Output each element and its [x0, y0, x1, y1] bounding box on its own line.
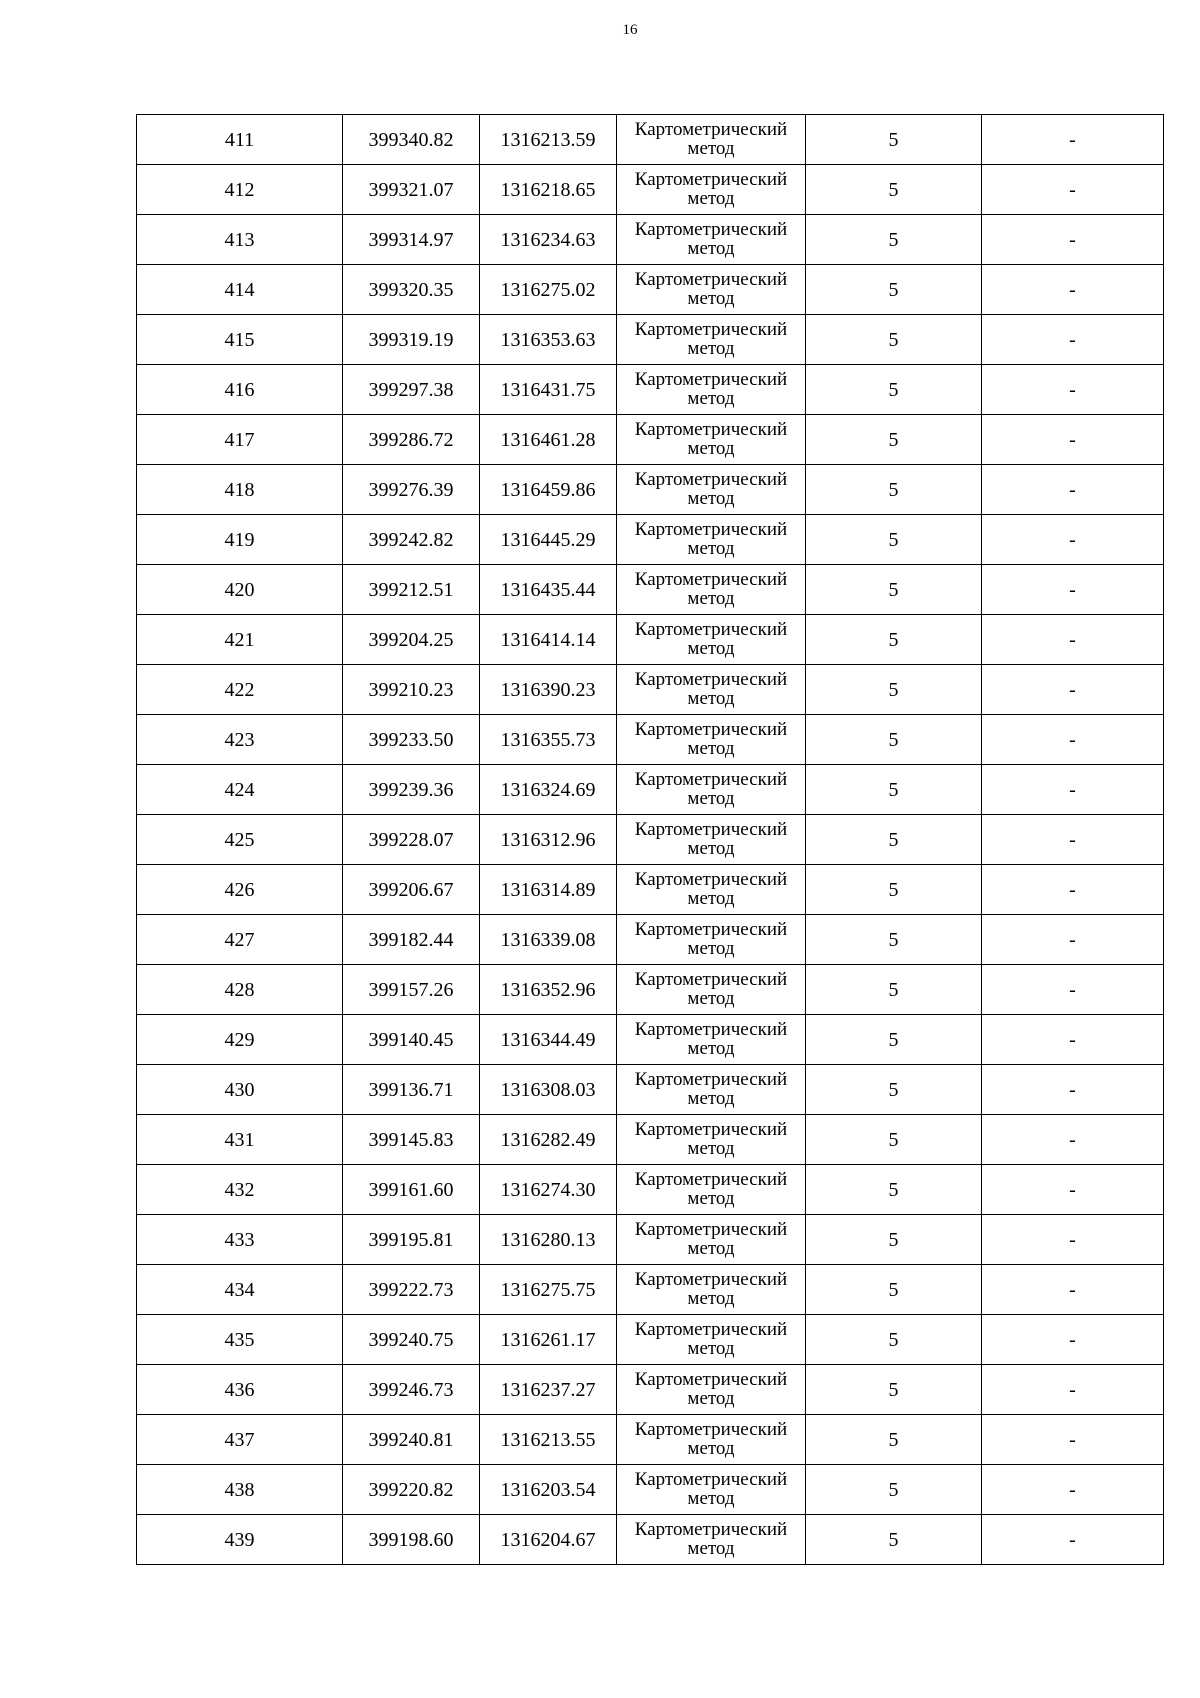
method-cell — [617, 515, 806, 565]
point-number-cell: 436 — [137, 1365, 343, 1415]
note-cell: - — [982, 1015, 1164, 1065]
x-coordinate-cell: 399340.82 — [343, 115, 480, 165]
method-cell — [617, 865, 806, 915]
x-coordinate-cell: 399212.51 — [343, 565, 480, 615]
x-coordinate-cell: 399233.50 — [343, 715, 480, 765]
point-number-cell: 424 — [137, 765, 343, 815]
point-number-cell: 411 — [137, 115, 343, 165]
note-cell: - — [982, 115, 1164, 165]
method-line-1: Картометрический — [634, 818, 788, 840]
method-line-1: Картометрический — [634, 1268, 788, 1290]
method-line-1: Картометрический — [634, 168, 788, 190]
method-line-1: Картометрический — [634, 518, 788, 540]
point-number-cell: 414 — [137, 265, 343, 315]
accuracy-cell: 5 — [806, 615, 982, 665]
method-line-1: Картометрический — [634, 718, 788, 740]
method-cell — [617, 415, 806, 465]
note-cell: - — [982, 265, 1164, 315]
method-line-2: метод — [687, 1337, 735, 1359]
table-row — [137, 1165, 1164, 1215]
method-cell — [617, 1265, 806, 1315]
x-coordinate-cell: 399157.26 — [343, 965, 480, 1015]
method-cell — [617, 1115, 806, 1165]
method-cell — [617, 1365, 806, 1415]
point-number-cell: 421 — [137, 615, 343, 665]
x-coordinate-cell: 399204.25 — [343, 615, 480, 665]
table-row — [137, 315, 1164, 365]
method-cell — [617, 315, 806, 365]
point-number-cell: 418 — [137, 465, 343, 515]
note-cell: - — [982, 415, 1164, 465]
y-coordinate-cell: 1316390.23 — [480, 665, 617, 715]
point-number-cell: 431 — [137, 1115, 343, 1165]
method-line-2: метод — [687, 587, 735, 609]
table-row — [137, 565, 1164, 615]
point-number-cell: 429 — [137, 1015, 343, 1065]
method-cell — [617, 265, 806, 315]
note-cell: - — [982, 1065, 1164, 1115]
table-row — [137, 915, 1164, 965]
method-line-2: метод — [687, 1037, 735, 1059]
note-cell: - — [982, 515, 1164, 565]
accuracy-cell: 5 — [806, 415, 982, 465]
x-coordinate-cell: 399240.81 — [343, 1415, 480, 1465]
method-cell — [617, 165, 806, 215]
method-cell — [617, 965, 806, 1015]
note-cell: - — [982, 815, 1164, 865]
note-cell: - — [982, 165, 1164, 215]
point-number-cell: 419 — [137, 515, 343, 565]
note-cell: - — [982, 215, 1164, 265]
note-cell: - — [982, 465, 1164, 515]
method-cell — [617, 1465, 806, 1515]
table-row — [137, 515, 1164, 565]
accuracy-cell: 5 — [806, 515, 982, 565]
point-number-cell: 430 — [137, 1065, 343, 1115]
y-coordinate-cell: 1316218.65 — [480, 165, 617, 215]
accuracy-cell: 5 — [806, 365, 982, 415]
method-line-2: метод — [687, 737, 735, 759]
accuracy-cell: 5 — [806, 1015, 982, 1065]
accuracy-cell: 5 — [806, 215, 982, 265]
note-cell: - — [982, 1465, 1164, 1515]
note-cell: - — [982, 1215, 1164, 1265]
accuracy-cell: 5 — [806, 1415, 982, 1465]
method-line-1: Картометрический — [634, 1468, 788, 1490]
point-number-cell: 428 — [137, 965, 343, 1015]
accuracy-cell: 5 — [806, 1365, 982, 1415]
coordinates-table-body — [137, 115, 1164, 1565]
page-number: 16 — [622, 22, 638, 38]
method-line-1: Картометрический — [634, 1018, 788, 1040]
table-row — [137, 115, 1164, 165]
method-line-2: метод — [687, 137, 735, 159]
coordinates-table — [136, 114, 1164, 1565]
x-coordinate-cell: 399182.44 — [343, 915, 480, 965]
method-cell — [617, 715, 806, 765]
x-coordinate-cell: 399220.82 — [343, 1465, 480, 1515]
method-line-1: Картометрический — [634, 1118, 788, 1140]
method-line-1: Картометрический — [634, 1218, 788, 1240]
accuracy-cell: 5 — [806, 1215, 982, 1265]
table-row — [137, 1015, 1164, 1065]
point-number-cell: 413 — [137, 215, 343, 265]
method-line-2: метод — [687, 887, 735, 909]
method-line-2: метод — [687, 1087, 735, 1109]
note-cell: - — [982, 615, 1164, 665]
method-line-2: метод — [687, 537, 735, 559]
method-line-2: метод — [687, 237, 735, 259]
x-coordinate-cell: 399242.82 — [343, 515, 480, 565]
y-coordinate-cell: 1316204.67 — [480, 1515, 617, 1565]
note-cell: - — [982, 365, 1164, 415]
point-number-cell: 423 — [137, 715, 343, 765]
y-coordinate-cell: 1316445.29 — [480, 515, 617, 565]
method-cell — [617, 1415, 806, 1465]
method-line-2: метод — [687, 1487, 735, 1509]
note-cell: - — [982, 315, 1164, 365]
y-coordinate-cell: 1316431.75 — [480, 365, 617, 415]
x-coordinate-cell: 399320.35 — [343, 265, 480, 315]
x-coordinate-cell: 399321.07 — [343, 165, 480, 215]
method-line-1: Картометрический — [634, 318, 788, 340]
point-number-cell: 417 — [137, 415, 343, 465]
accuracy-cell: 5 — [806, 1115, 982, 1165]
y-coordinate-cell: 1316308.03 — [480, 1065, 617, 1115]
x-coordinate-cell: 399297.38 — [343, 365, 480, 415]
x-coordinate-cell: 399222.73 — [343, 1265, 480, 1315]
table-row — [137, 1265, 1164, 1315]
x-coordinate-cell: 399161.60 — [343, 1165, 480, 1215]
table-row — [137, 615, 1164, 665]
method-cell — [617, 615, 806, 665]
accuracy-cell: 5 — [806, 815, 982, 865]
y-coordinate-cell: 1316203.54 — [480, 1465, 617, 1515]
y-coordinate-cell: 1316282.49 — [480, 1115, 617, 1165]
method-line-1: Картометрический — [634, 118, 788, 140]
accuracy-cell: 5 — [806, 715, 982, 765]
table-row — [137, 815, 1164, 865]
x-coordinate-cell: 399206.67 — [343, 865, 480, 915]
note-cell: - — [982, 715, 1164, 765]
accuracy-cell: 5 — [806, 315, 982, 365]
method-line-1: Картометрический — [634, 568, 788, 590]
y-coordinate-cell: 1316312.96 — [480, 815, 617, 865]
method-cell — [617, 1315, 806, 1365]
y-coordinate-cell: 1316314.89 — [480, 865, 617, 915]
accuracy-cell: 5 — [806, 965, 982, 1015]
method-line-1: Картометрический — [634, 1418, 788, 1440]
x-coordinate-cell: 399239.36 — [343, 765, 480, 815]
method-line-1: Картометрический — [634, 868, 788, 890]
table-row — [137, 365, 1164, 415]
method-line-1: Картометрический — [634, 1368, 788, 1390]
accuracy-cell: 5 — [806, 265, 982, 315]
method-cell — [617, 365, 806, 415]
table-row — [137, 765, 1164, 815]
point-number-cell: 422 — [137, 665, 343, 715]
y-coordinate-cell: 1316324.69 — [480, 765, 617, 815]
y-coordinate-cell: 1316435.44 — [480, 565, 617, 615]
x-coordinate-cell: 399210.23 — [343, 665, 480, 715]
point-number-cell: 437 — [137, 1415, 343, 1465]
y-coordinate-cell: 1316237.27 — [480, 1365, 617, 1415]
method-line-2: метод — [687, 687, 735, 709]
point-number-cell: 434 — [137, 1265, 343, 1315]
accuracy-cell: 5 — [806, 915, 982, 965]
table-row — [137, 465, 1164, 515]
point-number-cell: 432 — [137, 1165, 343, 1215]
method-line-1: Картометрический — [634, 468, 788, 490]
x-coordinate-cell: 399140.45 — [343, 1015, 480, 1065]
method-line-1: Картометрический — [634, 918, 788, 940]
accuracy-cell: 5 — [806, 1265, 982, 1315]
table-row — [137, 1465, 1164, 1515]
note-cell: - — [982, 865, 1164, 915]
note-cell: - — [982, 1515, 1164, 1565]
method-line-1: Картометрический — [634, 768, 788, 790]
note-cell: - — [982, 1165, 1164, 1215]
method-line-2: метод — [687, 187, 735, 209]
table-row — [137, 1415, 1164, 1465]
x-coordinate-cell: 399240.75 — [343, 1315, 480, 1365]
y-coordinate-cell: 1316275.02 — [480, 265, 617, 315]
x-coordinate-cell: 399246.73 — [343, 1365, 480, 1415]
accuracy-cell: 5 — [806, 1515, 982, 1565]
point-number-cell: 412 — [137, 165, 343, 215]
y-coordinate-cell: 1316261.17 — [480, 1315, 617, 1365]
y-coordinate-cell: 1316213.55 — [480, 1415, 617, 1465]
note-cell: - — [982, 965, 1164, 1015]
method-cell — [617, 1215, 806, 1265]
y-coordinate-cell: 1316461.28 — [480, 415, 617, 465]
method-cell — [617, 1015, 806, 1065]
point-number-cell: 435 — [137, 1315, 343, 1365]
y-coordinate-cell: 1316414.14 — [480, 615, 617, 665]
table-row — [137, 1365, 1164, 1415]
method-cell — [617, 115, 806, 165]
table-row — [137, 1215, 1164, 1265]
method-line-1: Картометрический — [634, 1518, 788, 1540]
y-coordinate-cell: 1316344.49 — [480, 1015, 617, 1065]
method-line-2: метод — [687, 1437, 735, 1459]
note-cell: - — [982, 665, 1164, 715]
method-line-1: Картометрический — [634, 368, 788, 390]
y-coordinate-cell: 1316459.86 — [480, 465, 617, 515]
y-coordinate-cell: 1316275.75 — [480, 1265, 617, 1315]
point-number-cell: 416 — [137, 365, 343, 415]
method-line-1: Картометрический — [634, 1068, 788, 1090]
note-cell: - — [982, 765, 1164, 815]
method-line-2: метод — [687, 1387, 735, 1409]
method-cell — [617, 215, 806, 265]
method-line-2: метод — [687, 437, 735, 459]
accuracy-cell: 5 — [806, 865, 982, 915]
table-row — [137, 1065, 1164, 1115]
method-line-2: метод — [687, 1237, 735, 1259]
point-number-cell: 420 — [137, 565, 343, 615]
method-line-2: метод — [687, 837, 735, 859]
accuracy-cell: 5 — [806, 565, 982, 615]
method-line-2: метод — [687, 287, 735, 309]
table-row — [137, 965, 1164, 1015]
method-cell — [617, 465, 806, 515]
x-coordinate-cell: 399198.60 — [343, 1515, 480, 1565]
method-line-2: метод — [687, 1537, 735, 1559]
method-cell — [617, 1165, 806, 1215]
method-line-2: метод — [687, 487, 735, 509]
method-cell — [617, 915, 806, 965]
x-coordinate-cell: 399276.39 — [343, 465, 480, 515]
x-coordinate-cell: 399228.07 — [343, 815, 480, 865]
y-coordinate-cell: 1316274.30 — [480, 1165, 617, 1215]
method-line-1: Картометрический — [634, 668, 788, 690]
point-number-cell: 439 — [137, 1515, 343, 1565]
x-coordinate-cell: 399319.19 — [343, 315, 480, 365]
method-line-2: метод — [687, 937, 735, 959]
method-cell — [617, 1065, 806, 1115]
accuracy-cell: 5 — [806, 165, 982, 215]
method-line-1: Картометрический — [634, 1318, 788, 1340]
method-line-1: Картометрический — [634, 218, 788, 240]
accuracy-cell: 5 — [806, 465, 982, 515]
note-cell: - — [982, 1115, 1164, 1165]
point-number-cell: 427 — [137, 915, 343, 965]
note-cell: - — [982, 1315, 1164, 1365]
point-number-cell: 426 — [137, 865, 343, 915]
accuracy-cell: 5 — [806, 1065, 982, 1115]
method-line-1: Картометрический — [634, 968, 788, 990]
accuracy-cell: 5 — [806, 765, 982, 815]
method-line-2: метод — [687, 637, 735, 659]
x-coordinate-cell: 399145.83 — [343, 1115, 480, 1165]
note-cell: - — [982, 915, 1164, 965]
table-row — [137, 165, 1164, 215]
method-line-2: метод — [687, 337, 735, 359]
accuracy-cell: 5 — [806, 1165, 982, 1215]
method-line-2: метод — [687, 1287, 735, 1309]
method-line-1: Картометрический — [634, 268, 788, 290]
method-cell — [617, 665, 806, 715]
table-row — [137, 265, 1164, 315]
method-line-1: Картометрический — [634, 418, 788, 440]
point-number-cell: 438 — [137, 1465, 343, 1515]
table-row — [137, 1115, 1164, 1165]
table-row — [137, 715, 1164, 765]
method-line-2: метод — [687, 1137, 735, 1159]
table-row — [137, 865, 1164, 915]
table-row — [137, 1315, 1164, 1365]
table-row — [137, 215, 1164, 265]
note-cell: - — [982, 1415, 1164, 1465]
y-coordinate-cell: 1316280.13 — [480, 1215, 617, 1265]
note-cell: - — [982, 1265, 1164, 1315]
point-number-cell: 425 — [137, 815, 343, 865]
method-cell — [617, 1515, 806, 1565]
point-number-cell: 433 — [137, 1215, 343, 1265]
accuracy-cell: 5 — [806, 665, 982, 715]
y-coordinate-cell: 1316234.63 — [480, 215, 617, 265]
x-coordinate-cell: 399314.97 — [343, 215, 480, 265]
method-line-2: метод — [687, 387, 735, 409]
note-cell: - — [982, 1365, 1164, 1415]
method-line-2: метод — [687, 987, 735, 1009]
y-coordinate-cell: 1316352.96 — [480, 965, 617, 1015]
y-coordinate-cell: 1316353.63 — [480, 315, 617, 365]
accuracy-cell: 5 — [806, 1465, 982, 1515]
y-coordinate-cell: 1316213.59 — [480, 115, 617, 165]
method-cell — [617, 815, 806, 865]
x-coordinate-cell: 399136.71 — [343, 1065, 480, 1115]
accuracy-cell: 5 — [806, 1315, 982, 1365]
x-coordinate-cell: 399195.81 — [343, 1215, 480, 1265]
method-line-2: метод — [687, 787, 735, 809]
table-row — [137, 665, 1164, 715]
point-number-cell: 415 — [137, 315, 343, 365]
y-coordinate-cell: 1316339.08 — [480, 915, 617, 965]
method-cell — [617, 765, 806, 815]
x-coordinate-cell: 399286.72 — [343, 415, 480, 465]
method-line-2: метод — [687, 1187, 735, 1209]
method-line-1: Картометрический — [634, 1168, 788, 1190]
accuracy-cell: 5 — [806, 115, 982, 165]
note-cell: - — [982, 565, 1164, 615]
table-row — [137, 1515, 1164, 1565]
method-line-1: Картометрический — [634, 618, 788, 640]
table-row — [137, 415, 1164, 465]
y-coordinate-cell: 1316355.73 — [480, 715, 617, 765]
method-cell — [617, 565, 806, 615]
